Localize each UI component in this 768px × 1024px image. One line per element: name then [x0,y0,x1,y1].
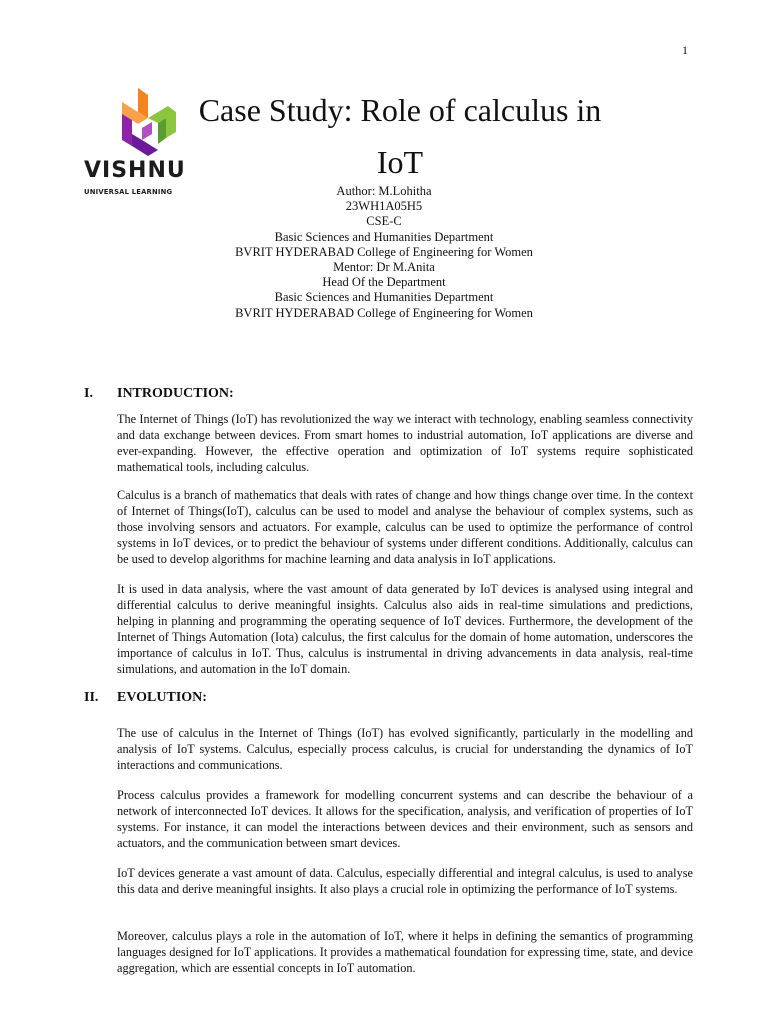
section-title: EVOLUTION: [117,690,207,705]
evolution-paragraph-4: Moreover, calculus plays a role in the automation of IoT, where it helps in defining the semantics of programming languages designed for IoT applications. It provides a mathematical foundation for expressing time, state, and device aggregation, which are essential concepts in IoT automation. [117,929,693,975]
section-heading-evolution [84,690,207,706]
mentor-college: BVRIT HYDERABAD College of Engineering for Women [235,305,533,320]
roll-number: 23WH1A05H5 [345,199,423,214]
intro-paragraph-2: Calculus is a branch of mathematics that deals with rates of change and how things change over time. In the context of Internet of Things(IoT), calculus can be used to model and analyse the behaviour of complex systems, such as those involving sensors and actuators. For example, calculus can be used to optimize the performance of control systems in IoT devices, or to predict the behaviour of systems under different conditions. Additionally, calculus can be used to develop algorithms for machine learning and data analysis in IoT applications. [117,488,693,566]
logo-wordmark: VISHNU [84,158,186,183]
evolution-paragraph-3: IoT devices generate a vast amount of data. Calculus, especially differential and integral calculus, is used to analyse this data and derive meaningful insights. It also plays a crucial role in optimizing the performance of IoT systems. [117,866,693,896]
section-heading-introduction [84,386,234,402]
document-title: Case Study: Role of calculus in IoT [198,92,602,180]
logo-mark-icon [114,88,176,160]
author-department: Basic Sciences and Humanities Department [274,229,494,244]
evolution-paragraph-2: Process calculus provides a framework for modelling concurrent systems and can describe the behaviour of a network of interconnected IoT devices. It allows for the specification, analysis, and verification of properties of IoT systems. For instance, it can model the interactions between devices and their environment, such as sensors and actuators, and the communication between smart devices. [117,788,693,850]
section-number: I. [84,386,93,401]
mentor-title: Head Of the Department [322,275,446,290]
section-number: II. [84,690,99,705]
logo-tagline: UNIVERSAL LEARNING [84,188,173,196]
mentor-line: Mentor: Dr M.Anita [333,260,435,275]
author-info [150,184,618,321]
evolution-paragraph-1: The use of calculus in the Internet of Things (IoT) has evolved significantly, particularly in the modelling and analysis of IoT systems. Calculus, especially process calculus, is crucial for understanding the dynamics of IoT interactions and communications. [117,726,693,772]
section-title: INTRODUCTION: [117,386,234,401]
class-section: CSE-C [366,214,402,229]
intro-paragraph-3: It is used in data analysis, where the vast amount of data generated by IoT devices is analysed using integral and differential calculus to derive meaningful insights. Calculus also aids in real-time simulations and predictions, helping in planning and programming the operating sequence of IoT devices. Furthermore, the development of the Internet of Things Automation (Iota) calculus, the first calculus for the domain of home automation, underscores the importance of calculus in IoT. Thus, calculus is instrumental in driving advancements in data analysis, real-time simulations, and automation in the IoT domain. [117,582,693,676]
mentor-department: Basic Sciences and Humanities Department [274,290,494,305]
author-college: BVRIT HYDERABAD College of Engineering for Women [235,244,533,259]
author-line: Author: M.Lohitha [336,184,432,198]
intro-paragraph-1: The Internet of Things (IoT) has revolutionized the way we interact with technology, enabling seamless connectivity and data exchange between devices. From smart homes to industrial automation, IoT applications are diverse and ever-expanding. However, the effective operation and optimization of IoT systems require sophisticated mathematical tools, including calculus. [117,412,693,474]
page-number: 1 [682,43,688,57]
